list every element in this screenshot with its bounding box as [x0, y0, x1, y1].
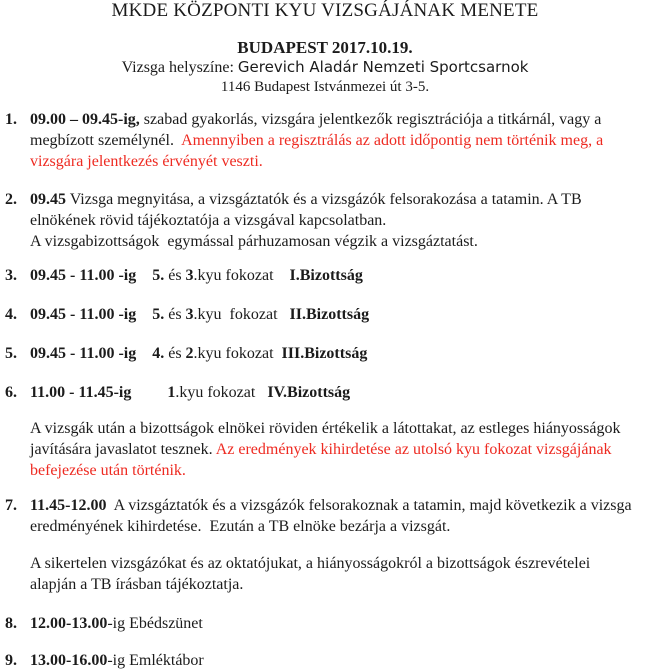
venue-name: Gerevich Aladár Nemzeti Sportcsarnok — [237, 58, 529, 76]
kyu-grade: 5. — [152, 306, 165, 323]
item-text — [30, 613, 636, 634]
list-item-2 — [5, 189, 636, 252]
item-text — [30, 495, 636, 537]
committee-label: IV.Bizottság — [267, 384, 351, 401]
list-item-5 — [5, 343, 636, 364]
gap — [131, 384, 167, 401]
kyu-grade: 2 — [185, 345, 194, 362]
time-range: 09.45 - 11.00 -ig — [30, 267, 137, 284]
list-item-7 — [5, 495, 636, 537]
text-run: szabad gyakorlás, vizsgára jelentkezők regisztrációja a titkárnál, vagy a megbízott személynél. — [30, 111, 606, 149]
paragraph-failed-notice — [30, 553, 636, 595]
list-item-9 — [5, 650, 636, 671]
kyu-grade: 3 — [185, 267, 194, 284]
item-text — [30, 189, 636, 252]
text-run: A vizsgáztatók és a vizsgázók felsorakoznak a tatamin, majd következik a vizsga eredményének kihirdetése. Ezután a TB elnöke bezárja a vizsgát. — [30, 497, 636, 535]
address-line: 1146 Budapest Istvánmezei út 3-5. — [220, 79, 430, 95]
time-range: 09.45 - 11.00 -ig — [30, 345, 137, 362]
text-run: és — [164, 345, 186, 362]
paragraph-results-note — [30, 418, 636, 481]
item-text — [30, 109, 636, 172]
gap — [136, 306, 152, 323]
kyu-grade: 4. — [152, 345, 165, 362]
item-number: 6. — [5, 384, 17, 401]
time-range: 09.45 - 11.00 -ig — [30, 306, 137, 323]
page-title: MKDE KÖZPONTI KYU VIZSGÁJÁNAK MENETE — [111, 0, 539, 21]
gap — [136, 345, 152, 362]
time-range: 12.00-13.00 — [30, 615, 108, 632]
time-range: 13.00-16.00 — [30, 652, 108, 669]
text-run: .kyu fokozat — [193, 306, 290, 323]
venue-line — [0, 57, 650, 78]
committee-label: I.Bizottság — [289, 267, 363, 284]
text-run: .kyu fokozat — [175, 384, 268, 401]
kyu-grade: 5. — [152, 267, 165, 284]
kyu-grade: 1 — [167, 384, 176, 401]
venue-label: Vizsga helyszíne: — [121, 59, 238, 76]
text-run: A vizsgabizottságok egymással párhuzamosan végzik a vizsgáztatást. — [30, 233, 478, 250]
text-run: Vizsga megnyitása, a vizsgáztatók és a vizsgázók felsorakozása a tatamin. A TB elnökének rövid tájékoztatója a vizsgával kapcsolatban. — [30, 191, 586, 229]
item-number: 9. — [5, 652, 17, 669]
text-run: A sikertelen vizsgázókat és az oktatójukat, a hiányosságokról a bizottságok észrevételei alapján a TB írásban tájékoztatja. — [30, 555, 595, 593]
item-text — [30, 343, 636, 364]
item-number: 4. — [5, 306, 17, 323]
kyu-grade: 3 — [185, 306, 194, 323]
list-item-8 — [5, 613, 636, 634]
schedule-list — [0, 109, 650, 671]
committee-label: II.Bizottság — [289, 306, 370, 323]
red-results-text: Az eredmények kihirdetése az utolsó kyu fokozat vizsgájának befejezése után történik. — [30, 441, 616, 479]
time-range: 09.45 — [30, 191, 66, 208]
committee-label: III.Bizottság — [281, 345, 368, 362]
item-number: 2. — [5, 191, 17, 208]
list-item-4 — [5, 304, 636, 325]
item-text — [30, 650, 636, 671]
item-number: 1. — [5, 111, 17, 128]
time-range: 11.45-12.00 — [30, 497, 107, 514]
item-number: 8. — [5, 615, 17, 632]
text-run: -ig Ebédszünet — [107, 615, 203, 632]
item-text — [30, 265, 636, 286]
list-item-6 — [5, 382, 636, 403]
text-run: .kyu fokozat — [193, 267, 290, 284]
text-run: és — [164, 306, 186, 323]
red-warning-text: Amennyiben a regisztrálás az adott időpontig nem történik meg, a vizsgára jelentkezés érvényét veszti. — [30, 132, 608, 170]
text-run: .kyu fokozat — [193, 345, 282, 362]
date-line: BUDAPEST 2017.10.19. — [237, 38, 413, 57]
item-text — [30, 304, 636, 325]
item-text — [30, 382, 636, 403]
text-run: és — [164, 267, 186, 284]
item-number: 7. — [5, 497, 17, 514]
list-item-1 — [5, 109, 636, 172]
time-range: 11.00 - 11.45-ig — [30, 384, 132, 401]
text-run: -ig Emléktábor — [107, 652, 204, 669]
text-run: A vizsgák után a bizottságok elnökei röviden értékelik a látottakat, az estleges hiányosságok javítására javaslatot tesznek. — [30, 420, 625, 458]
list-item-3 — [5, 265, 636, 286]
gap — [136, 267, 152, 284]
time-range: 09.00 – 09.45-ig, — [30, 111, 140, 128]
item-number: 5. — [5, 345, 17, 362]
item-number: 3. — [5, 267, 17, 284]
